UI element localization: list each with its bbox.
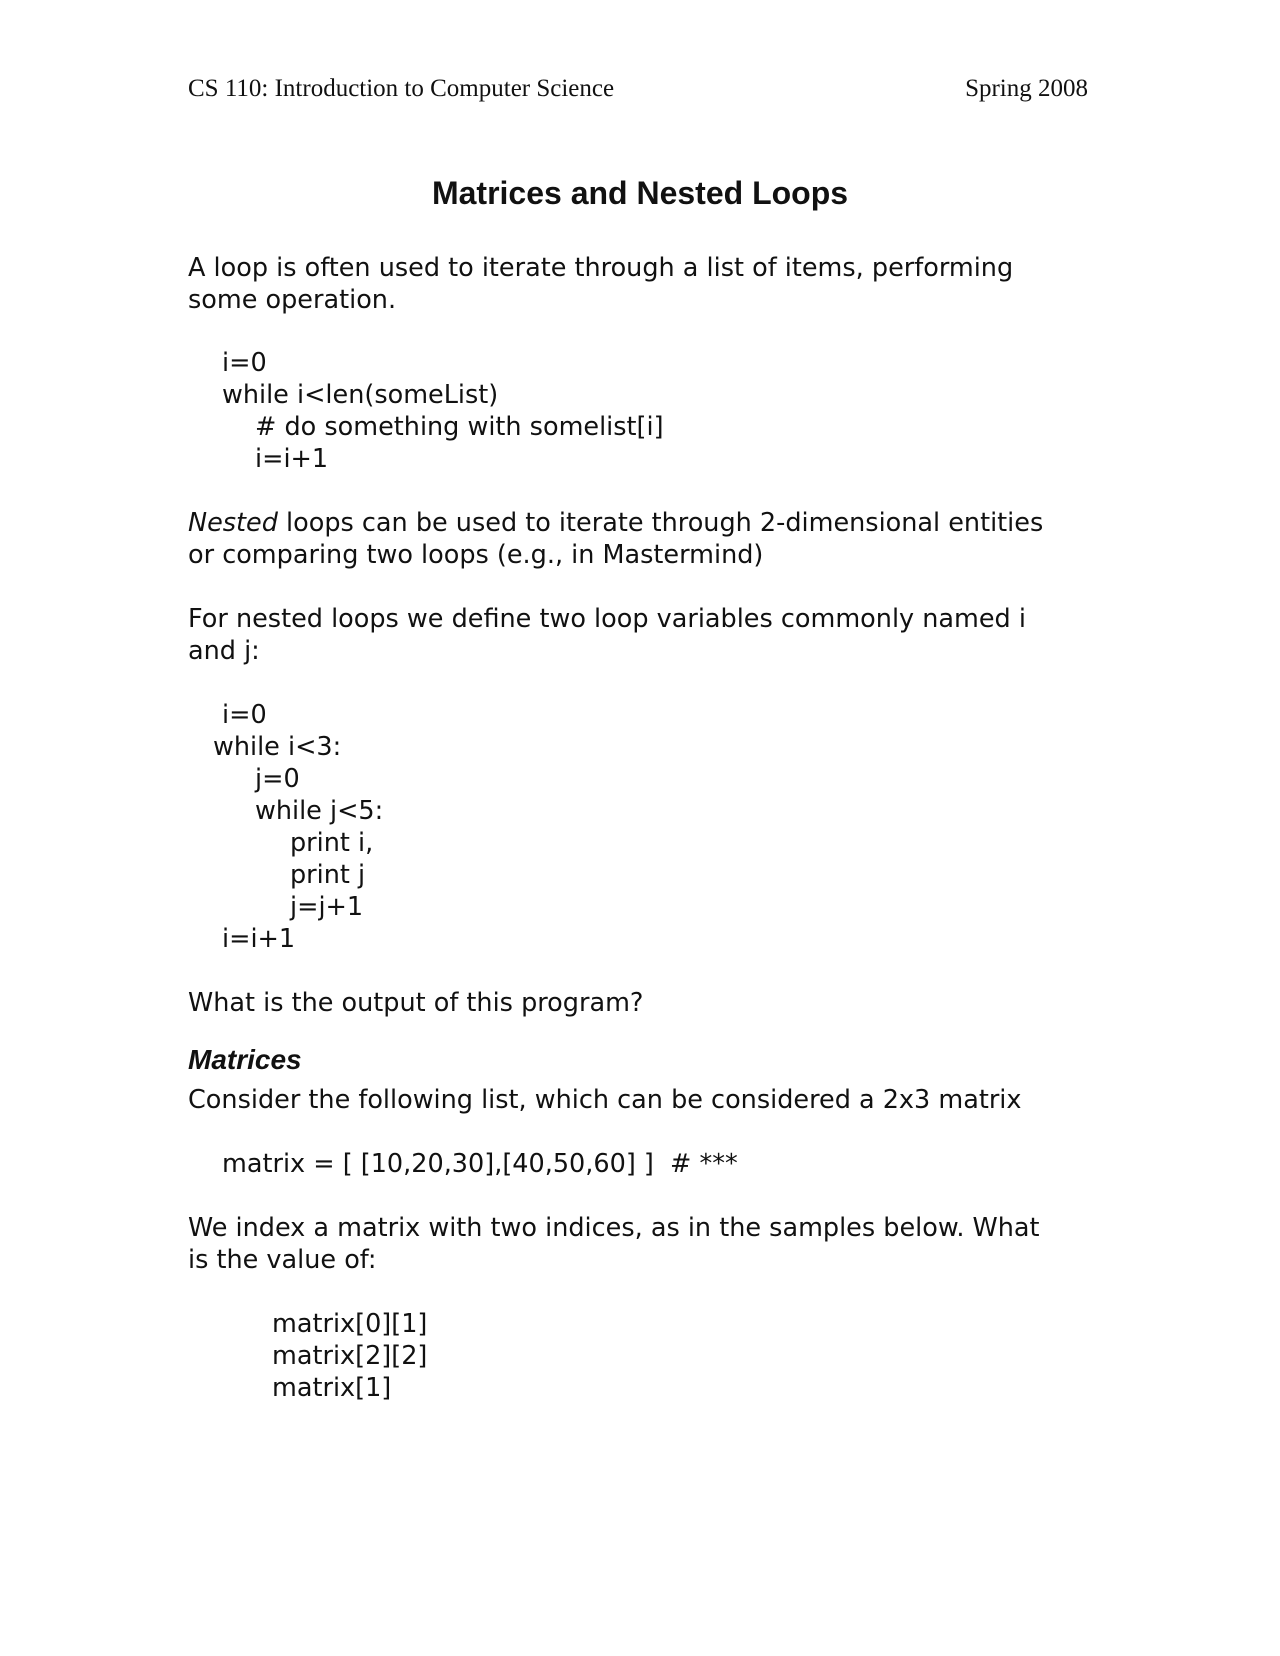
code2-line: j=j+1 [290,892,364,922]
code2-line: while j<5: [255,796,384,826]
code1-line: i=i+1 [255,444,329,474]
output-question: What is the output of this program? [188,988,644,1018]
loopvars-line-1: For nested loops we define two loop variables commonly named i [188,604,1026,634]
index-line-1: We index a matrix with two indices, as in the samples below. What [188,1213,1040,1243]
nested-para-rest: loops can be used to iterate through 2-dimensional entities [277,508,1044,538]
loopvars-line-2: and j: [188,636,260,666]
matrices-intro: Consider the following list, which can be considered a 2x3 matrix [188,1085,1022,1115]
intro-line-2: some operation. [188,285,397,315]
matrix-sample: matrix[0][1] [272,1309,428,1339]
matrices-heading: Matrices [188,1044,302,1075]
matrix-sample: matrix[1] [272,1373,392,1403]
intro-line-1: A loop is often used to iterate through a list of items, performing [188,253,1014,283]
term-header: Spring 2008 [965,75,1088,102]
nested-para-line-1 [188,507,1043,539]
index-line-2: is the value of: [188,1245,377,1275]
code1-line: i=0 [222,348,267,378]
code2-line: while i<3: [213,732,342,762]
page-title: Matrices and Nested Loops [431,175,849,211]
nested-para-line-2: or comparing two loops (e.g., in Mastermind) [188,540,764,570]
code1-line: # do something with somelist[i] [255,412,664,442]
nested-emphasis: Nested [188,508,278,538]
matrix-sample: matrix[2][2] [272,1341,428,1371]
course-header: CS 110: Introduction to Computer Science [188,75,615,102]
code2-line: i=0 [222,700,267,730]
code2-line: print i, [290,828,374,858]
matrix-code: matrix = [ [10,20,30],[40,50,60] ] # *** [222,1149,738,1179]
code2-line: j=0 [255,764,300,794]
code1-line: while i<len(someList) [222,380,499,410]
code2-line: print j [290,860,366,890]
code2-line: i=i+1 [222,924,296,954]
